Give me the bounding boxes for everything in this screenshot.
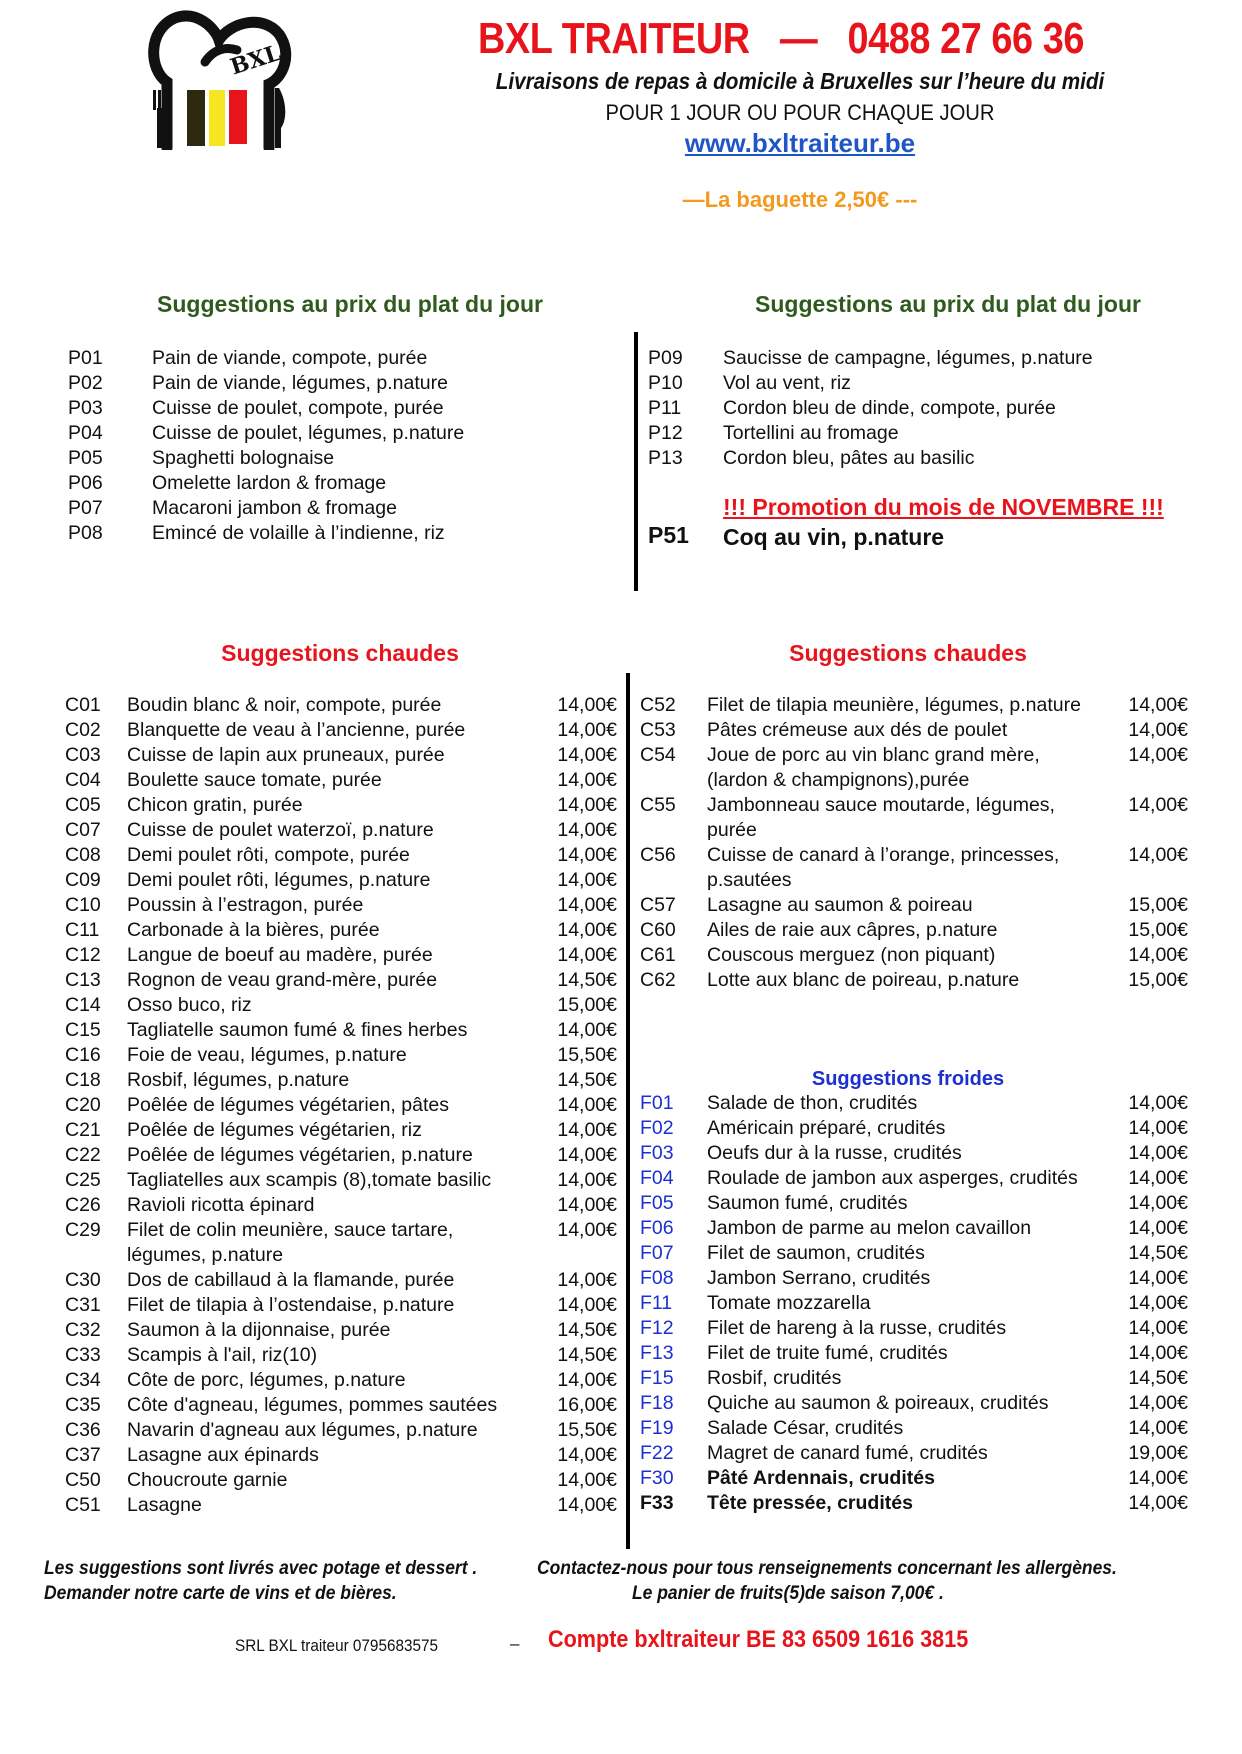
item-code: C26 <box>65 1194 101 1216</box>
company-registration: SRL BXL traiteur 0795683575 <box>235 1636 439 1655</box>
item-price: 14,00€ <box>557 919 617 941</box>
promo-item-name: Coq au vin, p.nature <box>723 524 945 550</box>
item-code: C04 <box>65 769 101 791</box>
item-code: P04 <box>68 422 103 444</box>
item-price: 15,00€ <box>1128 894 1188 916</box>
item-price: 14,00€ <box>557 1094 617 1116</box>
baguette-price: —La baguette 2,50€ --- <box>682 187 918 212</box>
item-name-continued: p.sautées <box>707 869 792 891</box>
item-code: C08 <box>65 844 101 866</box>
item-code: C16 <box>65 1044 101 1066</box>
item-name: Spaghetti bolognaise <box>152 447 335 469</box>
item-name: Boulette sauce tomate, purée <box>127 769 382 791</box>
item-name: Demi poulet rôti, compote, purée <box>127 844 410 866</box>
item-name: Côte d'agneau, légumes, pommes sautées <box>127 1394 498 1416</box>
item-name-continued: (lardon & champignons),purée <box>707 769 970 791</box>
item-name-continued: légumes, p.nature <box>127 1244 284 1266</box>
item-name: Blanquette de veau à l’ancienne, purée <box>127 719 466 741</box>
item-code: F05 <box>640 1192 674 1214</box>
item-code: C10 <box>65 894 101 916</box>
item-code: C62 <box>640 969 676 991</box>
item-name: Scampis à l'ail, riz(10) <box>127 1344 318 1366</box>
item-name: Tomate mozzarella <box>707 1292 871 1314</box>
item-name: Ravioli ricotta épinard <box>127 1194 315 1216</box>
item-code: C50 <box>65 1469 101 1491</box>
column-divider <box>634 332 638 591</box>
item-name: Poêlée de légumes végétarien, pâtes <box>127 1094 449 1116</box>
item-name: Couscous merguez (non piquant) <box>707 944 996 966</box>
bxl-logo <box>145 10 293 150</box>
item-name: Cordon bleu de dinde, compote, purée <box>723 397 1056 419</box>
item-code: C34 <box>65 1369 101 1391</box>
item-code: C15 <box>65 1019 101 1041</box>
item-price: 14,00€ <box>557 1269 617 1291</box>
item-name: Saumon fumé, crudités <box>707 1192 908 1214</box>
item-name: Demi poulet rôti, légumes, p.nature <box>127 869 431 891</box>
item-price: 14,00€ <box>1128 1467 1188 1489</box>
item-code: F01 <box>640 1092 674 1114</box>
item-name: Cuisse de poulet, compote, purée <box>152 397 444 419</box>
footer-note-vins: Demander notre carte de vins et de bières. <box>44 1583 397 1604</box>
item-code: P05 <box>68 447 103 469</box>
footer-note-allergenes: Contactez-nous pour tous renseignements concernant les allergènes. <box>537 1558 1117 1579</box>
item-name: Lotte aux blanc de poireau, p.nature <box>707 969 1020 991</box>
item-name: Macaroni jambon & fromage <box>152 497 397 519</box>
item-price: 14,00€ <box>557 844 617 866</box>
item-price: 14,00€ <box>1128 844 1188 866</box>
item-code: C55 <box>640 794 676 816</box>
item-price: 14,00€ <box>557 1294 617 1316</box>
item-code: C60 <box>640 919 676 941</box>
item-code: C57 <box>640 894 676 916</box>
item-code: P03 <box>68 397 103 419</box>
item-price: 14,00€ <box>557 819 617 841</box>
item-price: 14,00€ <box>1128 1392 1188 1414</box>
item-name: Foie de veau, légumes, p.nature <box>127 1044 407 1066</box>
item-code: C54 <box>640 744 676 766</box>
item-code: C51 <box>65 1494 101 1516</box>
item-price: 14,00€ <box>557 894 617 916</box>
item-code: P01 <box>68 347 103 369</box>
item-name: Rognon de veau grand-mère, purée <box>127 969 438 991</box>
item-name: Saucisse de campagne, légumes, p.nature <box>723 347 1093 369</box>
item-code: F13 <box>640 1342 674 1364</box>
item-price: 14,00€ <box>1128 794 1188 816</box>
item-code: C37 <box>65 1444 101 1466</box>
item-name: Jambonneau sauce moutarde, légumes, <box>707 794 1055 816</box>
item-name: Filet de truite fumé, crudités <box>707 1342 948 1364</box>
item-code: C29 <box>65 1219 101 1241</box>
item-code: C09 <box>65 869 101 891</box>
item-code: P11 <box>648 397 682 419</box>
item-name: Emincé de volaille à l’indienne, riz <box>152 522 445 544</box>
item-price: 14,50€ <box>1128 1242 1188 1264</box>
item-price: 19,00€ <box>1128 1442 1188 1464</box>
item-code: P08 <box>68 522 103 544</box>
item-name: Poêlée de légumes végétarien, p.nature <box>127 1144 473 1166</box>
item-code: C14 <box>65 994 101 1016</box>
item-code: F03 <box>640 1142 674 1164</box>
item-price: 14,00€ <box>557 1119 617 1141</box>
footer-note-potage: Les suggestions sont livrés avec potage et dessert . <box>44 1558 478 1579</box>
item-price: 14,00€ <box>1128 1217 1188 1239</box>
section-heading-plat-du-jour-right: Suggestions au prix du plat du jour <box>755 291 1141 317</box>
item-code: C13 <box>65 969 101 991</box>
item-name: Tagliatelle saumon fumé & fines herbes <box>127 1019 468 1041</box>
item-price: 14,00€ <box>1128 1342 1188 1364</box>
item-price: 14,00€ <box>1128 1267 1188 1289</box>
item-price: 14,50€ <box>557 1319 617 1341</box>
item-code: F08 <box>640 1267 674 1289</box>
item-code: F19 <box>640 1417 674 1439</box>
item-name: Salade César, crudités <box>707 1417 904 1439</box>
item-name: Chicon gratin, purée <box>127 794 303 816</box>
item-price: 15,00€ <box>1128 969 1188 991</box>
item-name: Lasagne au saumon & poireau <box>707 894 973 916</box>
item-name: Filet de colin meunière, sauce tartare, <box>127 1219 454 1241</box>
item-code: C18 <box>65 1069 101 1091</box>
item-code: P09 <box>648 347 683 369</box>
item-name: Lasagne <box>127 1494 202 1516</box>
promotion-banner: !!! Promotion du mois de NOVEMBRE !!! <box>723 494 1164 520</box>
section-heading-chaudes-left: Suggestions chaudes <box>221 640 459 666</box>
item-code: P06 <box>68 472 103 494</box>
item-code: F30 <box>640 1467 674 1489</box>
item-code: F22 <box>640 1442 674 1464</box>
item-price: 14,00€ <box>1128 1492 1188 1514</box>
item-code: F12 <box>640 1317 674 1339</box>
item-price: 14,00€ <box>557 1494 617 1516</box>
item-price: 15,00€ <box>557 994 617 1016</box>
item-code: C32 <box>65 1319 101 1341</box>
item-price: 14,00€ <box>557 1469 617 1491</box>
item-price: 14,00€ <box>557 744 617 766</box>
item-code: C12 <box>65 944 101 966</box>
item-name: Cuisse de canard à l’orange, princesses, <box>707 844 1060 866</box>
item-code: C53 <box>640 719 676 741</box>
item-price: 14,00€ <box>1128 1167 1188 1189</box>
page-title: BXL TRAITEUR — 0488 27 66 36 <box>478 14 1084 63</box>
item-price: 14,00€ <box>557 1194 617 1216</box>
item-price: 14,00€ <box>1128 694 1188 716</box>
item-code: C35 <box>65 1394 101 1416</box>
item-name: Dos de cabillaud à la flamande, purée <box>127 1269 455 1291</box>
item-name: Filet de saumon, crudités <box>707 1242 925 1264</box>
item-code: P02 <box>68 372 103 394</box>
item-name: Américain préparé, crudités <box>707 1117 946 1139</box>
footer-separator: – <box>510 1634 520 1653</box>
item-name: Côte de porc, légumes, p.nature <box>127 1369 406 1391</box>
item-code: C52 <box>640 694 676 716</box>
item-price: 14,00€ <box>557 694 617 716</box>
item-price: 14,00€ <box>557 869 617 891</box>
item-price: 14,00€ <box>1128 1417 1188 1439</box>
item-name: Roulade de jambon aux asperges, crudités <box>707 1167 1078 1189</box>
item-name: Tête pressée, crudités <box>707 1492 913 1514</box>
item-name: Jambon Serrano, crudités <box>707 1267 931 1289</box>
item-name: Omelette lardon & fromage <box>152 472 387 494</box>
item-code: F02 <box>640 1117 674 1139</box>
item-name: Poussin à l’estragon, purée <box>127 894 364 916</box>
item-name: Poêlée de légumes végétarien, riz <box>127 1119 422 1141</box>
item-price: 14,00€ <box>1128 1092 1188 1114</box>
item-code: C01 <box>65 694 101 716</box>
item-name: Salade de thon, crudités <box>707 1092 918 1114</box>
item-code: F06 <box>640 1217 674 1239</box>
item-name: Pain de viande, compote, purée <box>152 347 428 369</box>
item-name: Oeufs dur à la russe, crudités <box>707 1142 962 1164</box>
item-code: F07 <box>640 1242 674 1264</box>
section-heading-plat-du-jour-left: Suggestions au prix du plat du jour <box>157 291 543 317</box>
item-name: Rosbif, crudités <box>707 1367 842 1389</box>
item-name: Vol au vent, riz <box>723 372 851 394</box>
item-price: 14,00€ <box>1128 1192 1188 1214</box>
item-price: 14,00€ <box>557 1144 617 1166</box>
item-price: 14,00€ <box>557 1019 617 1041</box>
item-name: Osso buco, riz <box>127 994 252 1016</box>
item-code: C56 <box>640 844 676 866</box>
item-price: 14,00€ <box>1128 1117 1188 1139</box>
item-name: Carbonade à la bières, purée <box>127 919 380 941</box>
item-price: 14,00€ <box>1128 744 1188 766</box>
delivery-subtitle: Livraisons de repas à domicile à Bruxelles sur l’heure du midi <box>495 68 1105 94</box>
footer-note-fruits: Le panier de fruits(5)de saison 7,00€ . <box>632 1583 944 1604</box>
item-price: 14,00€ <box>557 1169 617 1191</box>
promo-item-code: P51 <box>648 522 689 548</box>
item-code: C36 <box>65 1419 101 1441</box>
item-code: C31 <box>65 1294 101 1316</box>
item-price: 16,00€ <box>557 1394 617 1416</box>
item-name: Saumon à la dijonnaise, purée <box>127 1319 391 1341</box>
item-code: F18 <box>640 1392 674 1414</box>
item-name-continued: purée <box>707 819 757 841</box>
item-code: C05 <box>65 794 101 816</box>
item-code: C02 <box>65 719 101 741</box>
item-name: Tortellini au fromage <box>723 422 899 444</box>
item-price: 15,50€ <box>557 1419 617 1441</box>
item-price: 15,00€ <box>1128 919 1188 941</box>
item-code: P13 <box>648 447 683 469</box>
item-code: F04 <box>640 1167 674 1189</box>
column-divider <box>626 673 630 1549</box>
item-name: Jambon de parme au melon cavaillon <box>707 1217 1032 1239</box>
item-name: Cuisse de poulet, légumes, p.nature <box>152 422 465 444</box>
section-heading-froides: Suggestions froides <box>811 1068 1005 1090</box>
item-price: 15,50€ <box>557 1044 617 1066</box>
item-code: F11 <box>640 1292 673 1314</box>
item-name: Rosbif, légumes, p.nature <box>127 1069 350 1091</box>
item-price: 14,50€ <box>557 969 617 991</box>
item-code: C61 <box>640 944 676 966</box>
tagline: POUR 1 JOUR OU POUR CHAQUE JOUR <box>605 100 995 125</box>
item-name: Langue de boeuf au madère, purée <box>127 944 433 966</box>
item-name: Boudin blanc & noir, compote, purée <box>127 694 442 716</box>
bank-account: Compte bxltraiteur BE 83 6509 1616 3815 <box>548 1626 969 1653</box>
item-price: 14,00€ <box>1128 944 1188 966</box>
item-code: C22 <box>65 1144 101 1166</box>
item-code: F15 <box>640 1367 674 1389</box>
svg-text:BXL: BXL <box>227 39 284 81</box>
item-name: Choucroute garnie <box>127 1469 288 1491</box>
item-price: 14,00€ <box>1128 719 1188 741</box>
item-name: Navarin d'agneau aux légumes, p.nature <box>127 1419 478 1441</box>
item-code: C20 <box>65 1094 101 1116</box>
item-name: Pâtes crémeuse aux dés de poulet <box>707 719 1008 741</box>
item-code: C11 <box>65 919 100 941</box>
item-price: 14,00€ <box>1128 1292 1188 1314</box>
item-name: Cordon bleu, pâtes au basilic <box>723 447 975 469</box>
item-code: C03 <box>65 744 101 766</box>
item-price: 14,00€ <box>557 794 617 816</box>
item-price: 14,00€ <box>557 719 617 741</box>
item-price: 14,50€ <box>557 1069 617 1091</box>
item-name: Pain de viande, légumes, p.nature <box>152 372 448 394</box>
item-name: Pâté Ardennais, crudités <box>707 1467 935 1489</box>
item-name: Filet de hareng à la russe, crudités <box>707 1317 1007 1339</box>
item-price: 14,00€ <box>1128 1142 1188 1164</box>
item-price: 14,50€ <box>557 1344 617 1366</box>
item-code: P10 <box>648 372 683 394</box>
item-name: Filet de tilapia meunière, légumes, p.nature <box>707 694 1081 716</box>
item-price: 14,00€ <box>557 769 617 791</box>
item-code: P12 <box>648 422 683 444</box>
item-name: Lasagne aux épinards <box>127 1444 319 1466</box>
item-code: P07 <box>68 497 103 519</box>
item-name: Cuisse de lapin aux pruneaux, purée <box>127 744 445 766</box>
item-code: C30 <box>65 1269 101 1291</box>
item-code: C25 <box>65 1169 101 1191</box>
item-name: Cuisse de poulet waterzoï, p.nature <box>127 819 434 841</box>
item-name: Ailes de raie aux câpres, p.nature <box>707 919 998 941</box>
item-price: 14,00€ <box>557 1219 617 1241</box>
website-link[interactable]: www.bxltraiteur.be <box>684 128 916 158</box>
item-price: 14,00€ <box>557 1369 617 1391</box>
item-name: Filet de tilapia à l’ostendaise, p.nature <box>127 1294 455 1316</box>
section-heading-chaudes-right: Suggestions chaudes <box>789 640 1027 666</box>
item-price: 14,50€ <box>1128 1367 1188 1389</box>
item-name: Magret de canard fumé, crudités <box>707 1442 988 1464</box>
item-code: F33 <box>640 1492 674 1514</box>
item-name: Joue de porc au vin blanc grand mère, <box>707 744 1040 766</box>
item-price: 14,00€ <box>557 944 617 966</box>
item-name: Tagliatelles aux scampis (8),tomate basilic <box>127 1169 492 1191</box>
item-code: C07 <box>65 819 101 841</box>
item-price: 14,00€ <box>557 1444 617 1466</box>
item-code: C21 <box>65 1119 101 1141</box>
item-code: C33 <box>65 1344 101 1366</box>
item-price: 14,00€ <box>1128 1317 1188 1339</box>
item-name: Quiche au saumon & poireaux, crudités <box>707 1392 1049 1414</box>
